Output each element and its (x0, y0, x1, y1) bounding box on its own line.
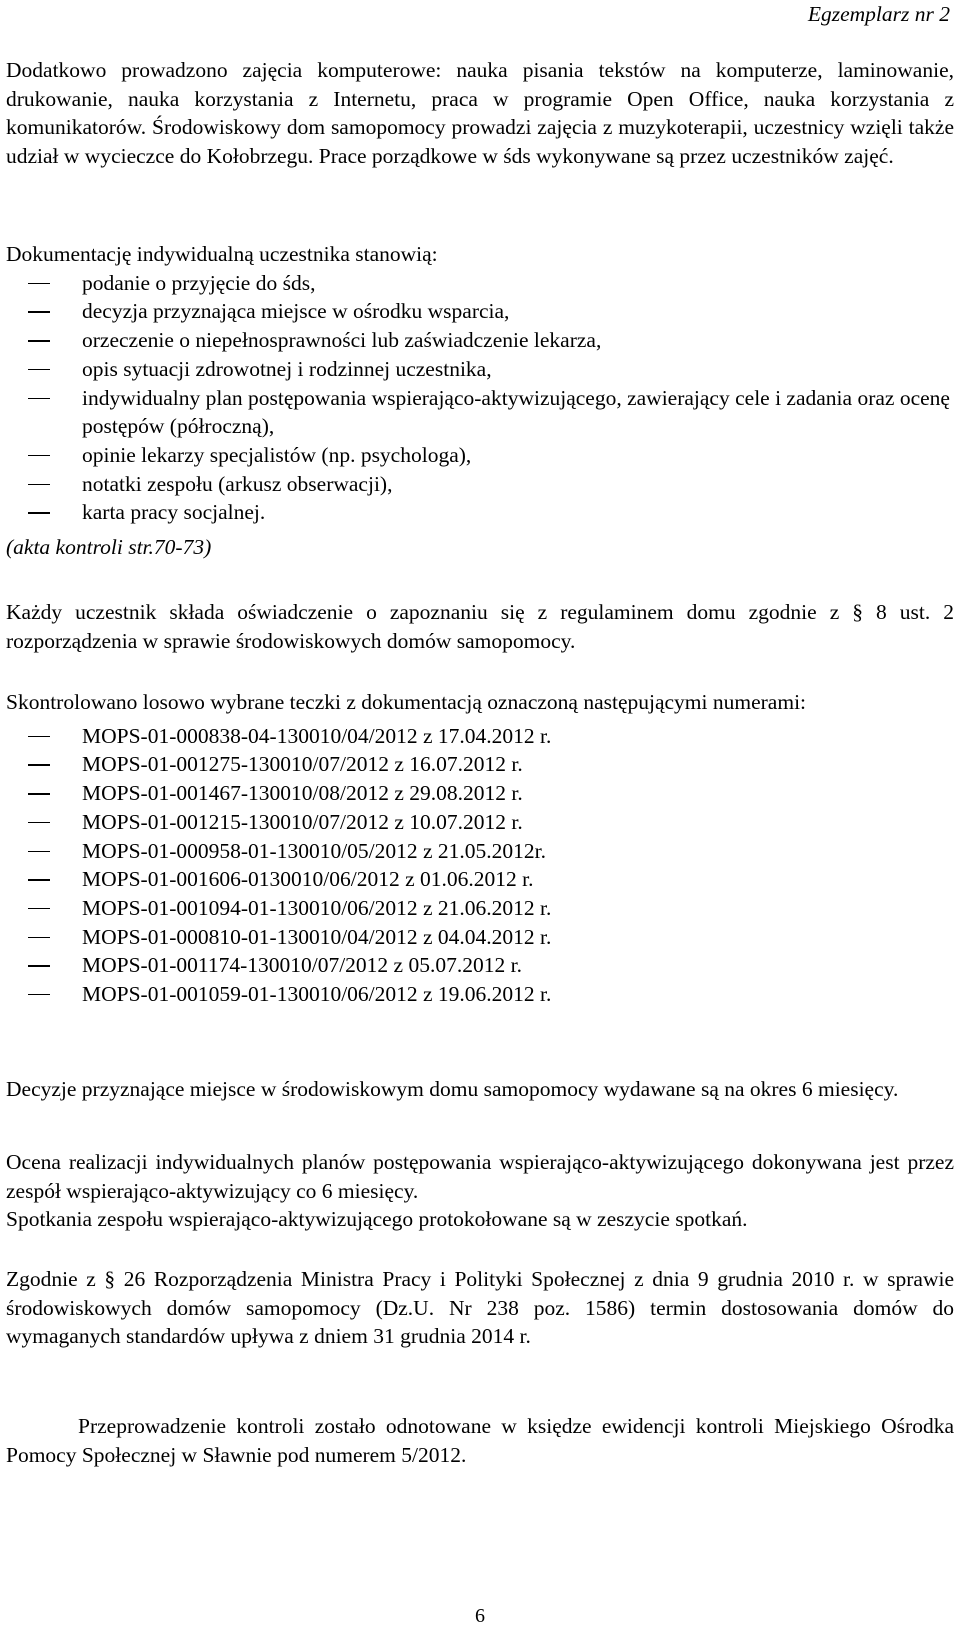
dash-bullet-icon (28, 937, 50, 938)
files-check-section (6, 688, 954, 1009)
documentation-item (6, 326, 954, 355)
documentation-item-text: orzeczenie o niepełnosprawności lub zaświadczenie lekarza, (82, 328, 602, 353)
file-number-item (6, 980, 954, 1009)
file-number-item (6, 894, 954, 923)
dash-bullet-icon (28, 455, 50, 456)
file-number-item (6, 923, 954, 952)
file-number-item-text: MOPS-01-001094-01-130010/06/2012 z 21.06.2012 r. (82, 895, 552, 920)
file-number-item-text: MOPS-01-001215-130010/07/2012 z 10.07.2012 r. (82, 809, 523, 834)
documentation-item-text: indywidualny plan postępowania wspierająco-aktywizującego, zawierający cele i zadania oraz ocenę postępów (półroczną), (82, 385, 950, 439)
paragraph-assessment: Ocena realizacji indywidualnych planów postępowania wspierająco-aktywizującego dokonywana jest przez zespół wspierająco-aktywizujący co 6 miesięcy. (6, 1150, 954, 1203)
documentation-intro: Dokumentację indywidualną uczestnika stanowią: (6, 242, 438, 266)
documentation-item-text: opis sytuacji zdrowotnej i rodzinnej uczestnika, (82, 356, 492, 381)
documentation-item-text: karta pracy socjalnej. (82, 500, 266, 525)
file-number-item-text: MOPS-01-001174-130010/07/2012 z 05.07.2012 r. (82, 953, 522, 978)
dash-bullet-icon (28, 736, 50, 737)
file-number-item (6, 722, 954, 751)
documentation-item-text: opinie lekarzy specjalistów (np. psychologa), (82, 442, 472, 467)
files-list (6, 722, 954, 1009)
dash-bullet-icon (28, 764, 50, 765)
file-number-item-text: MOPS-01-001467-130010/08/2012 z 29.08.2012 r. (82, 781, 523, 806)
page-number: 6 (475, 1605, 485, 1627)
document-page (6, 0, 954, 1640)
assessment-section (6, 1148, 954, 1234)
documentation-list (6, 269, 954, 527)
paragraph-activities: Dodatkowo prowadzono zajęcia komputerowe: nauka pisania tekstów na komputerze, laminowanie, drukowanie, nauka korzystania z Internetu, praca w programie Open Office, nauka korzystania z komunikatorów. Środowiskowy dom samopomocy prowadzi zajęcia z muzykoterapii, uczestnicy wzięli także udział w wycieczce do Kołobrzegu. Prace porządkowe w śds wykonywane są przez uczestników zajęć. (6, 58, 954, 169)
dash-bullet-icon (28, 283, 50, 284)
files-check-intro: Skontrolowano losowo wybrane teczki z dokumentacją oznaczoną następującymi numerami: (6, 690, 807, 714)
documentation-reference: (akta kontroli str.70-73) (6, 535, 212, 560)
file-number-item (6, 750, 954, 779)
file-number-item (6, 837, 954, 866)
documentation-item-text: notatki zespołu (arkusz obserwacji), (82, 471, 393, 496)
dash-bullet-icon (28, 851, 50, 852)
file-number-item (6, 808, 954, 837)
dash-bullet-icon (28, 908, 50, 909)
paragraph-decisions: Decyzje przyznające miejsce w środowiskowym domu samopomocy wydawane są na okres 6 miesięcy. (6, 1077, 899, 1101)
paragraph-statement: Każdy uczestnik składa oświadczenie o zapoznaniu się z regulaminem domu zgodnie z § 8 ust. 2 rozporządzenia w sprawie środowiskowych domów samopomocy. (6, 600, 954, 653)
paragraph-meetings: Spotkania zespołu wspierająco-aktywizującego protokołowane są w zeszycie spotkań. (6, 1207, 748, 1232)
file-number-item-text: MOPS-01-000838-04-130010/04/2012 z 17.04.2012 r. (82, 723, 552, 748)
dash-bullet-icon (28, 965, 50, 966)
paragraph-regulation: Zgodnie z § 26 Rozporządzenia Ministra Pracy i Polityki Społecznej z dnia 9 grudnia 2010 r. w sprawie środowiskowych domów samopomocy (Dz.U. Nr 238 poz. 1586) termin dostosowania domów do wymaganych standardów upływa z dniem 31 grudnia 2014 r. (6, 1267, 954, 1349)
documentation-item (6, 384, 954, 441)
file-number-item (6, 951, 954, 980)
dash-bullet-icon (28, 822, 50, 823)
copy-number-header: Egzemplarz nr 2 (807, 2, 950, 26)
file-number-item-text: MOPS-01-001059-01-130010/06/2012 z 19.06.2012 r. (82, 982, 552, 1007)
dash-bullet-icon (28, 994, 50, 995)
file-number-item-text: MOPS-01-001606-0130010/06/2012 z 01.06.2012 r. (82, 867, 534, 892)
dash-bullet-icon (28, 484, 50, 485)
dash-bullet-icon (28, 398, 50, 399)
file-number-item (6, 779, 954, 808)
dash-bullet-icon (28, 340, 50, 341)
documentation-item (6, 498, 954, 527)
dash-bullet-icon (28, 512, 50, 513)
dash-bullet-icon (28, 793, 50, 794)
file-number-item (6, 865, 954, 894)
documentation-item-text: decyzja przyznająca miejsce w ośrodku wsparcia, (82, 299, 510, 324)
file-number-item-text: MOPS-01-001275-130010/07/2012 z 16.07.2012 r. (82, 752, 523, 777)
documentation-item (6, 297, 954, 326)
dash-bullet-icon (28, 369, 50, 370)
file-number-item-text: MOPS-01-000810-01-130010/04/2012 z 04.04.2012 r. (82, 924, 552, 949)
dash-bullet-icon (28, 311, 50, 312)
documentation-item (6, 470, 954, 499)
documentation-item (6, 269, 954, 298)
documentation-item (6, 441, 954, 470)
documentation-item-text: podanie o przyjęcie do śds, (82, 270, 316, 295)
dash-bullet-icon (28, 879, 50, 880)
paragraph-control-record: Przeprowadzenie kontroli zostało odnotowane w księdze ewidencji kontroli Miejskiego Ośrodka Pomocy Społecznej w Sławnie pod numerem 5/2012. (6, 1414, 954, 1467)
documentation-item (6, 355, 954, 384)
file-number-item-text: MOPS-01-000958-01-130010/05/2012 z 21.05.2012r. (82, 838, 547, 863)
documentation-section (6, 240, 954, 562)
